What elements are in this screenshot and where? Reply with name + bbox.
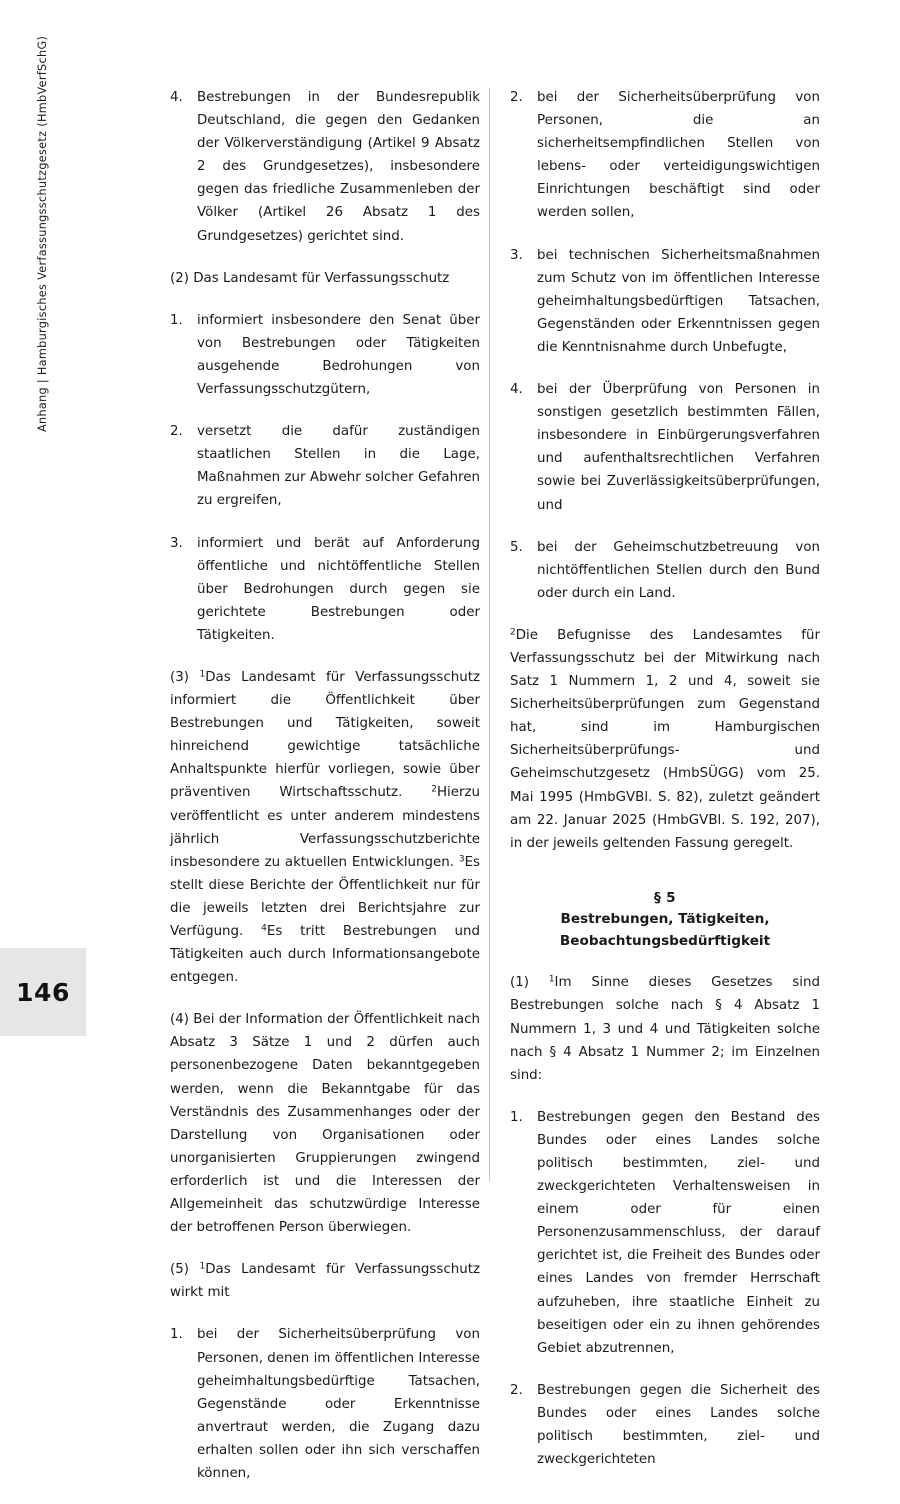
list-item-text: informiert insbesondere den Senat über von Bestrebungen oder Tätigkeiten ausgehende Bedrohungen von Verfassungsschutzgütern, <box>197 312 480 398</box>
list-item-text: Bestrebungen gegen die Sicherheit des Bundes oder eines Landes solche politisch bestimmten, ziel- und zweckgerichteten <box>537 1382 820 1468</box>
list-item <box>170 532 480 647</box>
column-divider <box>489 88 490 1182</box>
list-item <box>170 1323 480 1485</box>
list-item-text: bei der Sicherheitsüberprüfung von Personen, die an sicherheitsempfindlichen Stellen von lebens- oder verteidigungswichtigen Einrichtungen beschäftigt sind oder werden sollen, <box>537 90 820 221</box>
sentence-marker-2: 2 <box>431 784 437 795</box>
list-item <box>510 1106 820 1360</box>
list-item <box>170 309 480 401</box>
paragraph-5 <box>170 1258 480 1304</box>
sentence-marker-1: 1 <box>199 1261 206 1272</box>
ordered-list-paragraph2 <box>170 309 480 647</box>
sentence-marker-4: 4 <box>261 923 267 934</box>
list-item-marker: 1. <box>510 1109 523 1125</box>
paragraph-3-label: (3) <box>170 669 200 685</box>
list-item-text: bei der Geheimschutzbetreuung von nichtöffentlichen Stellen durch den Bund oder durch ein Land. <box>537 539 820 601</box>
list-item-marker: 2. <box>170 424 183 440</box>
paragraph-5-sentence-2-text: Die Befugnisse des Landesamtes für Verfassungsschutz bei der Mitwirkung nach Satz 1 Nummern 1, 2 und 4, soweit sie Sicherheitsüberprüfungen zum Gegenstand hat, sind im Hamburgischen Sicherheitsüberprüfungs- und Geheimschutzgesetz (HmbSÜGG) vom 25. Mai 1995 (HmbGVBl. S. 82), zuletzt geändert am 22. Januar 2025 (HmbGVBl. S. 192, 207), in der jeweils geltenden Fassung geregelt. <box>510 627 820 851</box>
ordered-list-paragraph5 <box>170 1323 480 1485</box>
list-item-text: versetzt die dafür zuständigen staatlichen Stellen in die Lage, Maßnahmen zur Abwehr solcher Gefahren zu ergreifen, <box>197 424 480 509</box>
page-number: 146 <box>16 977 70 1007</box>
section-title-line-1: Bestrebungen, Tätigkeiten, <box>560 911 770 928</box>
section-title-line-2: Beobachtungsbedürftigkeit <box>559 932 771 949</box>
paragraph-5-sentence-2 <box>510 624 820 855</box>
sentence-marker-2: 2 <box>510 627 516 638</box>
list-item-marker: 5. <box>510 539 523 555</box>
list-item-marker: 3. <box>170 535 183 551</box>
list-item-marker: 1. <box>170 312 183 328</box>
list-item <box>510 536 820 605</box>
list-item <box>510 86 820 225</box>
list-item-marker: 2. <box>510 90 523 105</box>
paragraph-3-sentence-2: Hierzu veröffentlicht es unter anderem mindestens jährlich Verfassungsschutzberichte insbesondere zu aktuellen Entwicklungen. <box>170 785 480 870</box>
paragraph-3-sentence-4: Es tritt Bestrebungen und Tätigkeiten auch durch Informationsangebote entgegen. <box>170 924 480 986</box>
list-item-marker: 4. <box>510 382 523 398</box>
sentence-marker-1: 1 <box>199 669 206 680</box>
paragraph-1 <box>510 971 820 1086</box>
list-item <box>510 1379 820 1471</box>
running-head: Anhang | Hamburgisches Verfassungsschutzgesetz (HmbVerfSchG) <box>36 35 49 432</box>
section-number: § 5 <box>654 889 676 906</box>
paragraph-3 <box>170 666 480 989</box>
paragraph-5-label: (5) <box>170 1262 200 1278</box>
list-item <box>170 86 480 248</box>
ordered-list-paragraph1 <box>510 1106 820 1471</box>
list-item-text: Bestrebungen in der Bundesrepublik Deutschland, die gegen den Gedanken der Völkerverständigung (Artikel 9 Absatz 2 des Grundgesetzes), insbesondere gegen das friedliche Zusammenleben der Völker (Artikel 26 Absatz 1 des Grundgesetzes) gerichtet sind. <box>197 90 480 244</box>
paragraph-3-sentence-3: Es stellt diese Berichte der Öffentlichkeit nur für die jeweils letzten drei Berichtsjahre zur Verfügung. <box>170 854 480 939</box>
list-item-marker: 4. <box>170 90 183 105</box>
list-item-marker: 2. <box>510 1382 523 1398</box>
list-item-text: bei der Überprüfung von Personen in sonstigen gesetzlich bestimmten Fällen, insbesondere in Einbürgerungsverfahren und aufenthaltsrechtlichen Verfahren sowie bei Zuverlässigkeitsüberprüfungen, und <box>537 382 820 513</box>
paragraph-3-sentence-1: Das Landesamt für Verfassungsschutz informiert die Öffentlichkeit über Bestrebungen und Tätigkeiten, soweit hinreichend gewichtige tatsächliche Anhaltspunkte hierfür vorliegen, sowie über präventiven Wirtschaftsschutz. <box>170 669 480 801</box>
list-item-text: bei der Sicherheitsüberprüfung von Personen, denen im öffentlichen Interesse geheimhaltungsbedürftige Tatsachen, Gegenstände oder Erkenntnisse anvertraut werden, die Zugang dazu erhalten sollen oder ihn sich verschaffen können, <box>197 1327 480 1481</box>
paragraph-5-text: Das Landesamt für Verfassungsschutz wirkt mit <box>170 1262 480 1301</box>
paragraph-2-intro: (2) Das Landesamt für Verfassungsschutz <box>170 270 450 286</box>
paragraph-1-text: Im Sinne dieses Gesetzes sind Bestrebungen solche nach § 4 Absatz 1 Nummern 1, 3 und 4 und Tätigkeiten solche nach § 4 Absatz 1 Nummer 2; im Einzelnen sind: <box>510 975 820 1083</box>
list-item-text: bei technischen Sicherheitsmaßnahmen zum Schutz von im öffentlichen Interesse geheimhaltungsbedürftigen Tatsachen, Gegenständen oder Erkenntnissen gegen die Kenntnisnahme durch Unbefugte, <box>537 247 820 355</box>
side-rail <box>0 0 140 1272</box>
right-column <box>510 86 820 1490</box>
section-heading <box>510 888 820 953</box>
ordered-list-paragraph1-cont <box>170 86 480 248</box>
paragraph-1-label: (1) <box>510 975 549 991</box>
list-item <box>170 420 480 512</box>
paragraph-4: (4) Bei der Information der Öffentlichkeit nach Absatz 3 Sätze 1 und 2 dürfen auch personenbezogene Daten bekanntgegeben werden, wenn die Bekanntgabe für das Verständnis des Zusammenhanges oder der Darstellung von Organisationen oder unorganisierten Gruppierungen zwingend erforderlich ist und die Interessen der Allgemeinheit das schutzwürdige Interesse der betroffenen Person überwiegen. <box>170 1012 480 1236</box>
list-item-text: Bestrebungen gegen den Bestand des Bundes oder eines Landes solche politisch bestimmten, ziel- und zweckgerichteten Verhaltensweisen in einem oder für einen Personenzusammenschluss, der darauf gerichtet ist, die Freiheit des Bundes oder eines Landes von fremder Herrschaft aufzuheben, ihre staatliche Einheit zu beseitigen oder ein zu ihnen gehörendes Gebiet abzutrennen, <box>537 1109 820 1356</box>
list-item <box>510 378 820 517</box>
left-column <box>170 86 480 1504</box>
ordered-list-paragraph5-cont <box>510 86 820 605</box>
sentence-marker-3: 3 <box>458 854 465 865</box>
list-item <box>510 244 820 359</box>
sentence-marker-1: 1 <box>548 974 555 985</box>
page-number-box <box>0 948 86 1036</box>
list-item-marker: 1. <box>170 1327 183 1343</box>
list-item-text: informiert und berät auf Anforderung öffentliche und nichtöffentliche Stellen über Bedrohungen durch gegen sie gerichtete Bestrebungen oder Tätigkeiten. <box>197 535 480 643</box>
list-item-marker: 3. <box>510 247 523 263</box>
